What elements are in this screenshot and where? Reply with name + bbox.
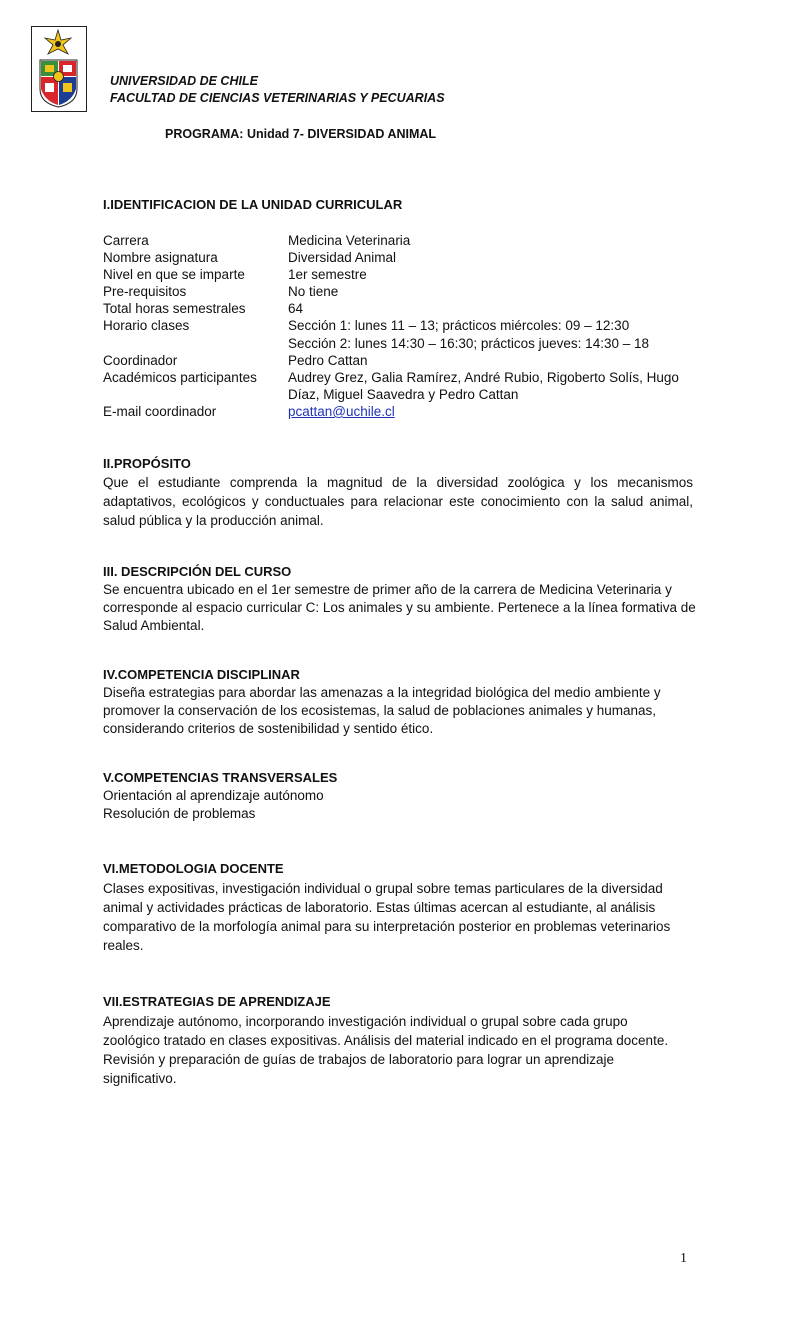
info-label: Pre-requisitos [103,284,187,299]
info-label: Horario clases [103,318,190,333]
university-crest-icon [32,27,85,110]
university-logo [31,26,87,112]
metodologia-text: Clases expositivas, investigación individual o grupal sobre temas particulares de la diversidad animal y actividades prácticas de laboratorio. Estas últimas acercan al estudiante, al análisis comparativo de la morfología animal para su interpretación posterior en problemas veterinarios reales. [103,881,671,953]
university-name: UNIVERSIDAD DE CHILE [110,74,258,88]
section-heading-transversales: V.COMPETENCIAS TRANSVERSALES [103,770,338,785]
descripcion-text: Se encuentra ubicado en el 1er semestre de primer año de la carrera de Medicina Veterinaria y corresponde al espacio curricular C: Los animales y su ambiente. Pertenece a la línea formativa de Salud Ambiental. [103,582,696,633]
info-value: Diversidad Animal [288,250,397,265]
list-item: Resolución de problemas [103,806,256,821]
info-value: Díaz, Miguel Saavedra y Pedro Cattan [288,387,519,402]
info-label: Nombre asignatura [103,250,218,265]
section-heading-estrategias: VII.ESTRATEGIAS DE APRENDIZAJE [103,994,331,1009]
info-label: Carrera [103,233,149,248]
section-heading-identificacion: I.IDENTIFICACION DE LA UNIDAD CURRICULAR [103,197,403,212]
info-label: Nivel en que se imparte [103,267,245,282]
info-value: Sección 1: lunes 11 – 13; prácticos miércoles: 09 – 12:30 [288,318,630,333]
section-heading-competencia: IV.COMPETENCIA DISCIPLINAR [103,667,300,682]
section-heading-proposito: II.PROPÓSITO [103,456,191,471]
info-label: Total horas semestrales [103,301,246,316]
info-value: Pedro Cattan [288,353,368,368]
info-label: E-mail coordinador [103,404,217,419]
competencia-text: Diseña estrategias para abordar las amenazas a la integridad biológica del medio ambiente y promover la conservación de los ecosistemas, la salud de poblaciones animales y humanas, considerando criterios de sostenibilidad y sentido ético. [103,685,661,736]
list-item: Orientación al aprendizaje autónomo [103,788,324,803]
info-value: No tiene [288,284,339,299]
program-title: PROGRAMA: Unidad 7- DIVERSIDAD ANIMAL [165,127,437,141]
faculty-name: FACULTAD DE CIENCIAS VETERINARIAS Y PECUARIAS [110,91,445,105]
info-value: 1er semestre [288,267,367,282]
info-value: 64 [288,301,304,316]
transversales-list [103,787,698,823]
info-label: Coordinador [103,353,178,368]
estrategias-text: Aprendizaje autónomo, incorporando investigación individual o grupal sobre cada grupo zoológico tratado en clases expositivas. Análisis del material indicado en el programa docente. Revisión y preparación de guías de trabajos de laboratorio para lograr un aprendizaje significativo. [103,1014,669,1086]
section-heading-descripcion: III. DESCRIPCIÓN DEL CURSO [103,564,292,579]
info-value: Medicina Veterinaria [288,233,411,248]
proposito-text: Que el estudiante comprenda la magnitud de la diversidad zoológica y los mecanismos adaptativos, ecológicos y conductuales para relacionar este conocimiento con la salud animal, salud pública y la producción animal. [103,475,693,528]
page-number: 1 [680,1251,687,1266]
info-label: Académicos participantes [103,370,257,385]
info-value: Audrey Grez, Galia Ramírez, André Rubio, Rigoberto Solís, Hugo [288,370,679,385]
info-value: Sección 2: lunes 14:30 – 16:30; prácticos jueves: 14:30 – 18 [288,336,649,351]
coordinator-email-link[interactable]: pcattan@uchile.cl [288,404,395,419]
section-heading-metodologia: VI.METODOLOGIA DOCENTE [103,861,284,876]
institution-header [110,73,445,107]
